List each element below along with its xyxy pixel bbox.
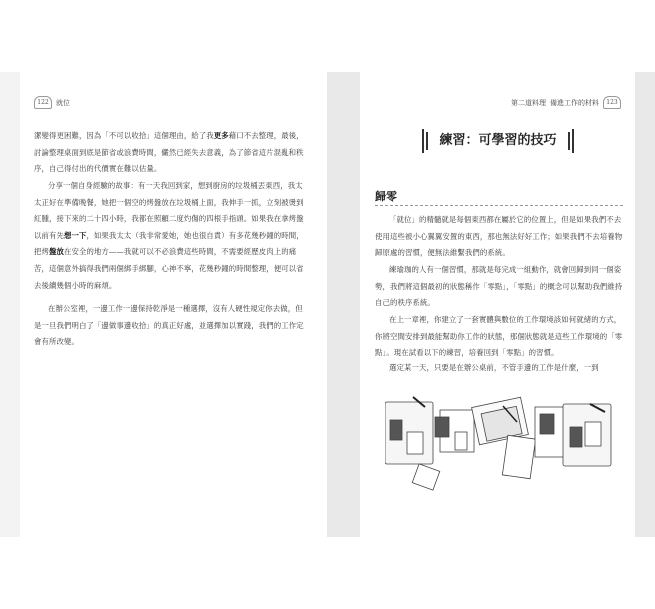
section-title: 歸零 (375, 190, 397, 203)
bold-text: 更多 (213, 131, 229, 140)
left-page (20, 72, 327, 537)
text-run: 潔變得更困難，因為「不可以收拾」這個理由，給了我 (34, 131, 214, 140)
desk-item (385, 397, 611, 490)
text-run: 在辦公室裡，一邊工作一邊保持乾淨是一種選擇，沒有人硬性規定你去做，但是一旦我們明白了「邊做事邊收拾」的真正好處，並選擇加以實踐，我們的工作定會有所改變。 (34, 304, 304, 347)
paragraph: 在上一章裡，你建立了一套實體與數位的工作環境該如何就緒的方式，你將空間安排到最能幫助你工作的狀態，那個狀態就是這些工作環境的「零點」。現在試看以下的練習，培養回到「零點」的習慣。 (375, 315, 623, 358)
right-page (360, 72, 635, 537)
bold-text: 盤放 (48, 247, 64, 257)
header-chapter: 第二道料理 (511, 98, 546, 107)
chef-hat-icon (34, 96, 52, 109)
header-title: 備進工作的材料 (550, 98, 599, 107)
right-page-header (511, 96, 621, 109)
bold-text: 想一下 (63, 230, 87, 240)
paragraph (34, 178, 306, 294)
paragraph: 選定某一天，只要是在辦公桌前，不管手邊的工作是什麼，一到 (389, 363, 599, 372)
paragraph: 「就位」的精髓就是每個東西都在屬於它的位置上，但是如果我們不去使用這些被小心翼翼安置的東西，那也無法好好工作；如果我們不去培養物歸原處的習慣，便無法維繫我們的系統。 (375, 215, 623, 258)
spine-gutter (327, 72, 360, 537)
header-title: 就位 (56, 98, 70, 107)
page-number: 123 (606, 99, 618, 106)
left-page-header (34, 96, 70, 109)
text-run: 藉口不去整理，最後，討論整理桌面到底是節省或浪費時間，儼然已經失去意義，為了節省這片混亂和秩序，自己得付出的代價實在難以估量。 (34, 131, 304, 174)
exercise-title: 練習：可學習的技巧 (426, 132, 570, 150)
paragraph: 練瑜珈的人有一個習慣，那就是每完成一組動作，就會回歸到同一個姿勢，我們將這個最初的狀態稱作「零點」，「零點」的概念可以幫助我們維持自己的秩序系統。 (375, 265, 623, 308)
desk-illustration (385, 392, 615, 492)
chef-hat-icon (603, 96, 621, 109)
text-run: ，如果我太太（我非常愛她，她也很自責）有多花幾秒鐘的時間，把烤 (34, 230, 304, 257)
paragraph (34, 301, 306, 351)
page-number: 122 (37, 99, 49, 106)
text-run: 分享一個自身經驗的故事：有一天我回到家，想到廚房的垃圾桶丟東西，我太太正好在準備晚餐，她把一個空的烤盤放在垃圾桶上面，我伸手一抓，立刻被燙到紅腫，接下來的二十四小時，我都在照顧二度灼傷的四根手指頭。如果我在拿烤盤以前有先 (34, 181, 304, 240)
text-run: 在安全的地方——我就可以不必浪費這些時間，不需要經歷皮肉上的痛苦，這個意外搞得我們兩個綁手綁腳，心神不寧，花幾秒鐘的時間整理，便可以省去後續幾個小時的麻煩。 (34, 247, 304, 290)
paragraph (34, 128, 306, 178)
section-divider (375, 205, 623, 206)
left-page-shadow (0, 72, 20, 537)
right-page-shadow (635, 72, 655, 537)
